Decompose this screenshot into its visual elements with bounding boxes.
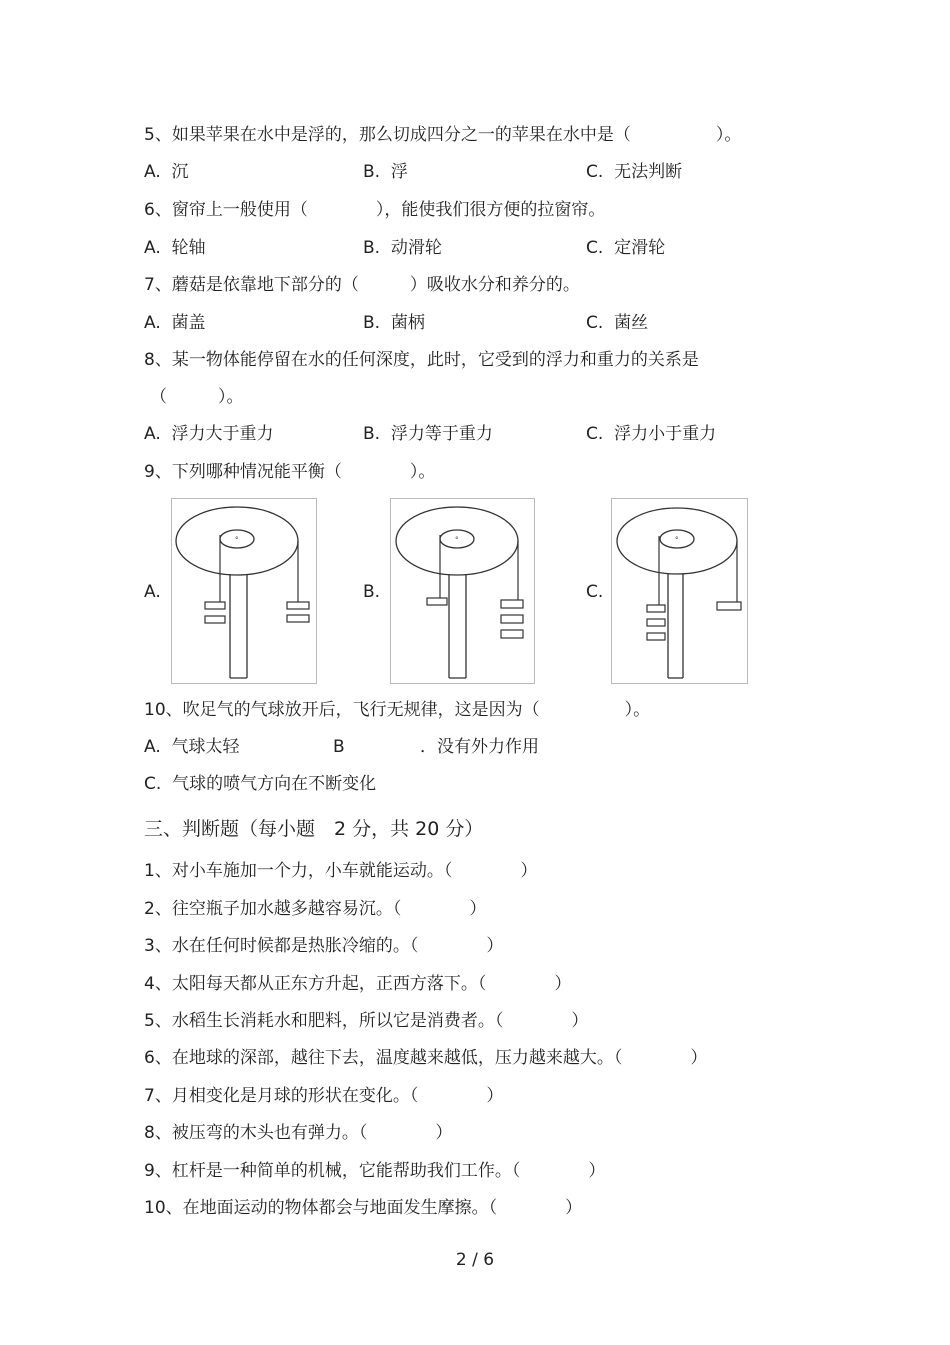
question-8-option-c: C. 浮力小于重力	[586, 424, 717, 444]
pulley-figure-a	[171, 498, 317, 684]
judge-question-10: 10、在地面运动的物体都会与地面发生摩擦。（ ）	[144, 1198, 583, 1218]
question-10-option-c: C. 气球的喷气方向在不断变化	[144, 774, 377, 794]
question-7-option-b: B. 菌柄	[363, 313, 425, 333]
judge-question-7: 7、月相变化是月球的形状在变化。（ ）	[144, 1086, 504, 1106]
question-5-stem: 5、如果苹果在水中是浮的，那么切成四分之一的苹果在水中是（ ）。	[144, 125, 742, 145]
figure-a-label: A.	[144, 582, 161, 602]
question-8-stem: 8、某一物体能停留在水的任何深度，此时，它受到的浮力和重力的关系是	[144, 350, 699, 370]
question-10-stem: 10、吹足气的气球放开后，飞行无规律，这是因为（ ）。	[144, 700, 651, 720]
judge-question-5: 5、水稻生长消耗水和肥料，所以它是消费者。（ ）	[144, 1011, 589, 1031]
question-10-option-b-letter: B	[333, 737, 345, 757]
question-5-option-c: C. 无法判断	[586, 162, 683, 182]
question-6-stem: 6、窗帘上一般使用（ ），能使我们很方便的拉窗帘。	[144, 200, 606, 220]
svg-text:°: °	[675, 536, 679, 544]
section-heading-judgment: 三、判断题（每小题 2 分，共 20 分）	[144, 818, 484, 840]
question-10-option-a: A. 气球太轻	[144, 737, 240, 757]
svg-text:°: °	[455, 536, 459, 544]
question-7-option-a: A. 菌盖	[144, 313, 206, 333]
question-6-option-c: C. 定滑轮	[586, 238, 666, 258]
question-7-stem: 7、蘑菇是依靠地下部分的（ ）吸收水分和养分的。	[144, 275, 580, 295]
question-6-option-a: A. 轮轴	[144, 238, 206, 258]
question-8-stem-cont: （ ）。	[150, 387, 244, 407]
judge-question-1: 1、对小车施加一个力，小车就能运动。（ ）	[144, 861, 538, 881]
question-10-option-b-text: ．没有外力作用	[420, 737, 539, 757]
question-8-option-b: B. 浮力等于重力	[363, 424, 493, 444]
question-9-stem: 9、下列哪种情况能平衡（ ）。	[144, 462, 436, 482]
figure-b-label: B.	[363, 582, 381, 602]
svg-text:°: °	[235, 536, 239, 544]
question-5-option-a: A. 沉	[144, 162, 189, 182]
judge-question-6: 6、在地球的深部，越往下去，温度越来越低，压力越来越大。（ ）	[144, 1048, 708, 1068]
judge-question-9: 9、杠杆是一种简单的机械，它能帮助我们工作。（ ）	[144, 1161, 606, 1181]
judge-question-4: 4、太阳每天都从正东方升起，正西方落下。（ ）	[144, 974, 572, 994]
question-5-option-b: B. 浮	[363, 162, 408, 182]
judge-question-8: 8、被压弯的木头也有弹力。（ ）	[144, 1123, 453, 1143]
figure-c-label: C.	[586, 582, 604, 602]
question-6-option-b: B. 动滑轮	[363, 238, 442, 258]
question-8-option-a: A. 浮力大于重力	[144, 424, 274, 444]
pulley-figure-b	[390, 498, 535, 684]
question-7-option-c: C. 菌丝	[586, 313, 649, 333]
judge-question-2: 2、往空瓶子加水越多越容易沉。（ ）	[144, 899, 487, 919]
pulley-figure-c	[611, 498, 748, 684]
judge-question-3: 3、水在任何时候都是热胀冷缩的。（ ）	[144, 936, 504, 956]
page-number: 2 / 6	[455, 1250, 495, 1270]
